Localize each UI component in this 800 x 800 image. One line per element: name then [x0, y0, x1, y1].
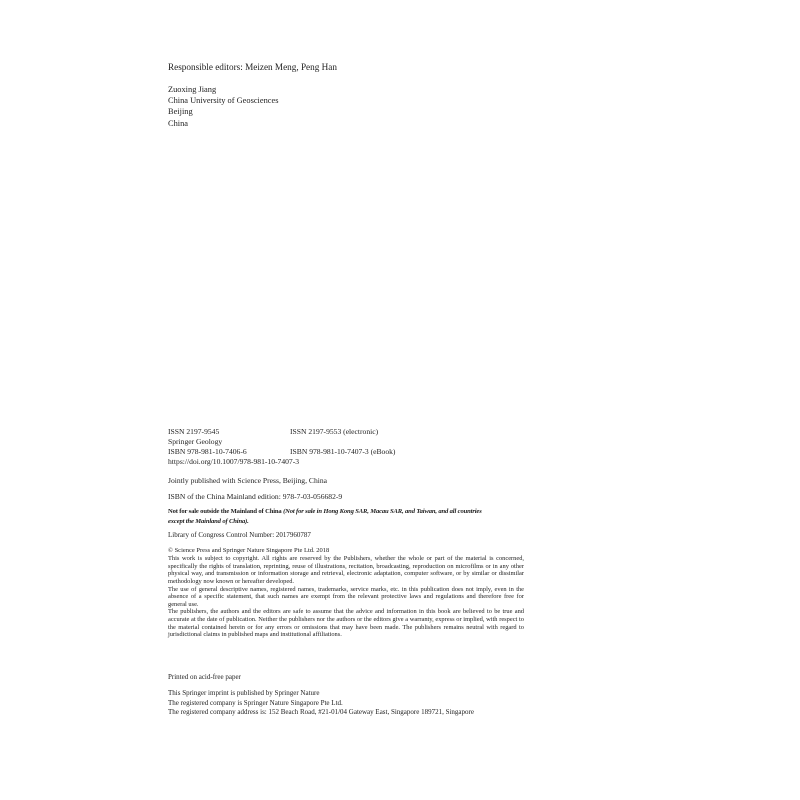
issn-electronic: ISSN 2197-9553 (electronic) [290, 427, 379, 436]
copyright-paragraph-2: The use of general descriptive names, registered names, trademarks, service marks, etc. in this publication does not imply, even in the absence of a specific statement, that such names are exempt from the relevant protective laws and regulations and therefore free for general use. [168, 585, 524, 608]
imprint-line-1: This Springer imprint is published by Springer Nature [168, 689, 320, 697]
isbn-row [168, 447, 524, 457]
library-of-congress [168, 530, 524, 541]
not-for-sale-line-1 [168, 507, 524, 517]
isbn-print: ISBN 978-981-10-7406-6 [168, 447, 247, 456]
doi-link[interactable]: https://doi.org/10.1007/978-981-10-7407-3 [168, 457, 300, 466]
issn-row [168, 427, 524, 437]
imprint-block [168, 689, 524, 718]
issn-print: ISSN 2197-9545 [168, 427, 220, 436]
imprint-line-3: The registered company address is: 152 Beach Road, #21-01/04 Gateway East, Singapore 189721, Singapore [168, 708, 474, 717]
isbn-ebook: ISBN 978-981-10-7407-3 (eBook) [290, 447, 396, 456]
author-name: Zuoxing Jiang [168, 85, 217, 94]
printed-note [168, 672, 524, 683]
imprint-line-2: The registered company is Springer Nature Singapore Pte Ltd. [168, 698, 343, 707]
not-for-sale-line-2 [168, 517, 524, 527]
editors-text: Responsible editors: Meizen Meng, Peng Han [168, 62, 337, 72]
loc-text: Library of Congress Control Number: 2017960787 [168, 531, 311, 539]
author-address [168, 84, 524, 129]
copyright-paragraph-1: This work is subject to copyright. All rights are reserved by the Publishers, whether the whole or part of the material is concerned, specifically the rights of translation, reprinting, reuse of illustrations, recitation, broadcasting, reproduction on microfilms or in any other physical way, and transmission or information storage and retrieval, electronic adaptation, computer software, or by similar or dissimilar methodology now known or hereafter developed. [168, 555, 524, 585]
copyright-notice: © Science Press and Springer Nature Singapore Pte Ltd. 2018 [168, 547, 330, 554]
author-city: Beijing [168, 107, 193, 117]
author-affiliation: China University of Geosciences [168, 96, 279, 106]
series-name: Springer Geology [168, 437, 223, 446]
not-for-sale-notice [168, 507, 524, 527]
identifiers-block [168, 427, 524, 467]
not-for-sale-bold: Not for sale outside the Mainland of China [168, 508, 282, 515]
joint-text: Jointly published with Science Press, Beijing, China [168, 476, 328, 485]
not-for-sale-italic-1: (Not for sale in Hong Kong SAR, Macau SAR, and Taiwan, and all countries [283, 508, 482, 515]
printed-text: Printed on acid-free paper [168, 673, 241, 681]
joint-publication [168, 475, 524, 486]
copyright-paragraph-3: The publishers, the authors and the editors are safe to assume that the advice and information in this book are believed to be true and accurate at the date of publication. Neither the publishers nor the authors or the editors give a warranty, express or implied, with respect to the material contained herein or for any errors or omissions that may have been made. The publishers remains neutral with regard to jurisdictional claims in published maps and institutional affiliations. [168, 608, 524, 639]
responsible-editors [168, 62, 524, 73]
author-country: China [168, 118, 189, 128]
not-for-sale-italic-2: except the Mainland of China). [168, 518, 249, 525]
copyright-block [168, 546, 524, 639]
mainland-isbn-text: ISBN of the China Mainland edition: 978-7-03-056682-9 [168, 492, 343, 501]
mainland-isbn [168, 491, 524, 502]
